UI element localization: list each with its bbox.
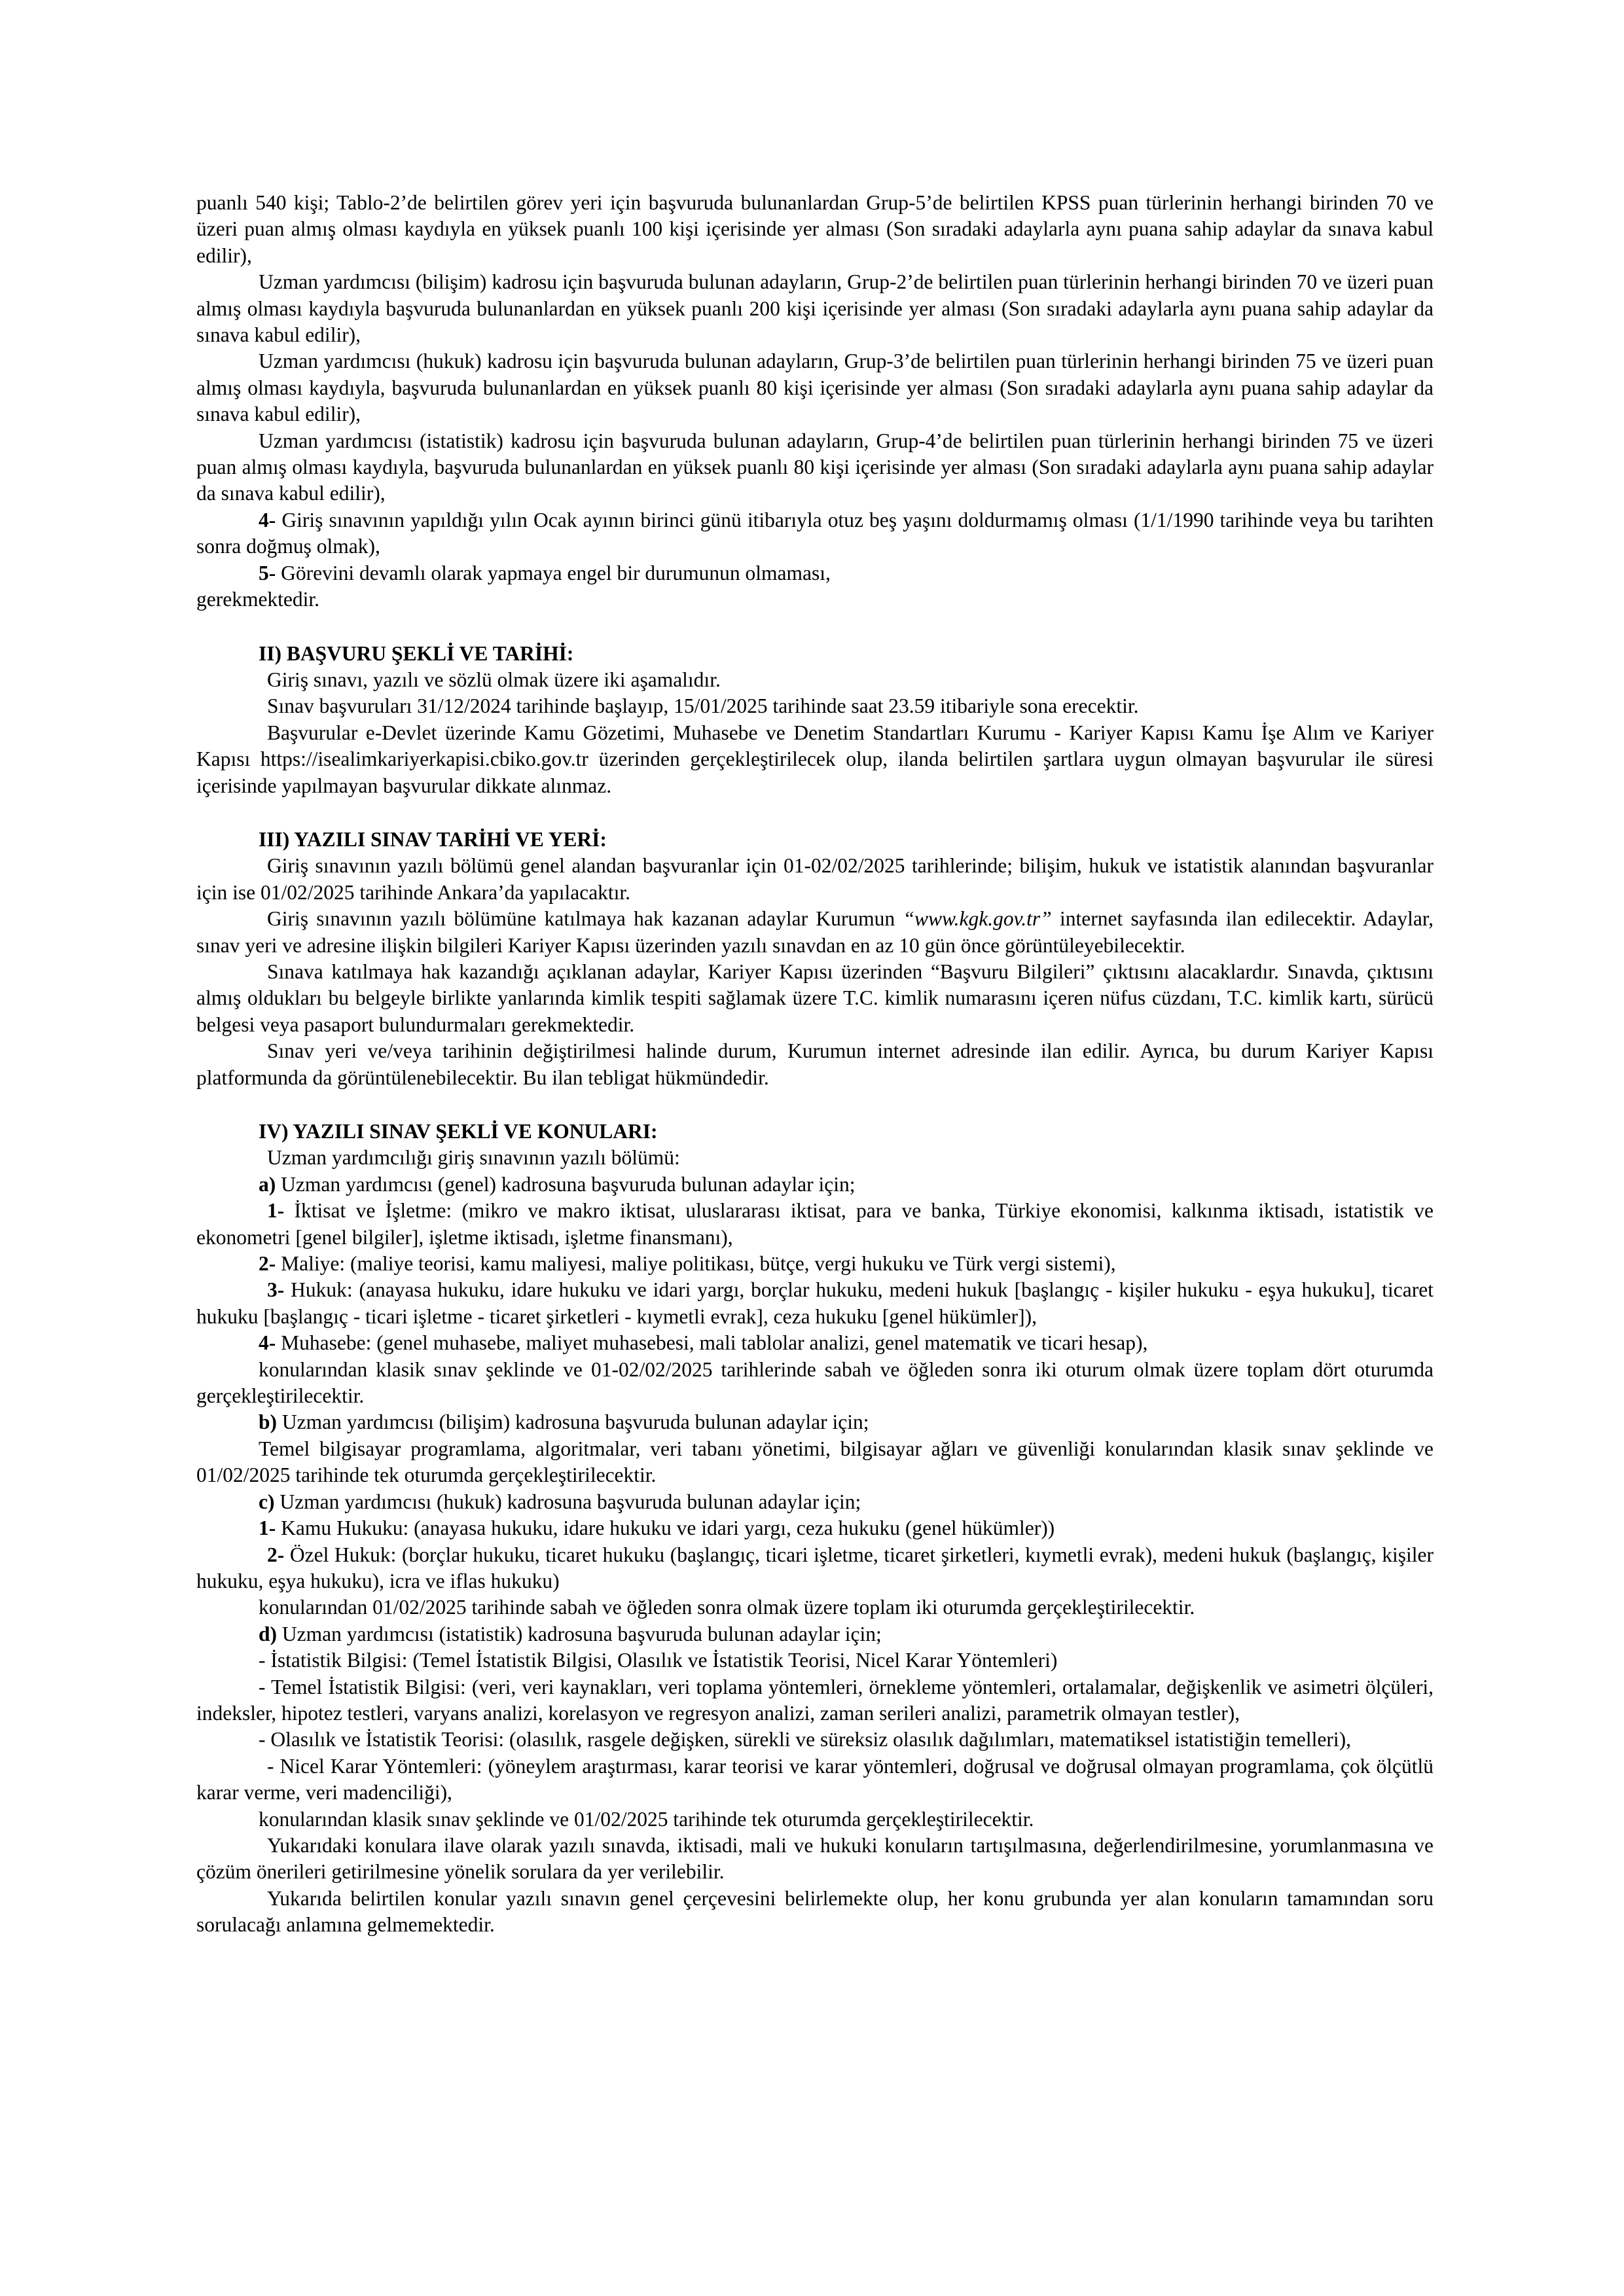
list-item-d3: - Olasılık ve İstatistik Teorisi: (olasılık, rasgele değişken, sürekli ve süreksiz olasılık dağılımları, matematiksel istatistiğin temelleri), — [259, 1728, 1351, 1751]
item-letter: a) — [259, 1172, 276, 1196]
paragraph-istatistik-session: konularından klasik sınav şeklinde ve 01/02/2025 tarihinde tek oturumda gerçekleştirilecektir. — [259, 1807, 1034, 1831]
item-text: Hukuk: (anayasa hukuku, idare hukuku ve idari yargı, borçlar hukuku, medeni hukuk [başlangıç - kişiler hukuku - eşya hukuku], ticaret hukuku [başlangıç - ticari işletme - ticaret şirketleri - kıymetli evrak], ceza hukuku [genel hükümler]), — [196, 1278, 1434, 1328]
paragraph-exam-dates: Giriş sınavının yazılı bölümü genel alandan başvuranlar için 01-02/02/2025 tarihlerinde; bilişim, hukuk ve istatistik alanından başvuranlar için ise 01/02/2025 tarihinde Ankara’da yapılacaktır. — [196, 854, 1434, 904]
website-link: “www.kgk.gov.tr” — [903, 907, 1052, 931]
paragraph-bilisim-criteria: Uzman yardımcısı (bilişim) kadrosu için başvuruda bulunan adayların, Grup-2’de belirtilen puan türlerinin herhangi birinden 70 ve üzeri puan almış olması kaydıyla başvuruda bulunanlardan en yüksek puanlı 200 kişi içerisinde yer alması (Son sıradaki adaylarla aynı puana sahip adaylar da sınava kabul edilir), — [196, 270, 1434, 347]
list-item-a1 — [196, 1198, 1434, 1251]
item-letter: d) — [259, 1622, 278, 1645]
item-text: Uzman yardımcısı (genel) kadrosuna başvuruda bulunan adaylar için; — [276, 1172, 856, 1196]
item-letter: c) — [259, 1490, 275, 1513]
item-text: Giriş sınavının yapıldığı yılın Ocak ayının birinci günü itibarıyla otuz beş yaşını doldurmamış olması (1/1/1990 tarihinde veya bu tarihten sonra doğmuş olmak), — [196, 508, 1434, 558]
paragraph-hukuk-session: konularından 01/02/2025 tarihinde sabah ve öğleden sonra olmak üzere toplam iki oturumda gerçekleştirilecektir. — [259, 1596, 1195, 1619]
item-number: 3- — [267, 1278, 285, 1302]
list-item-a2 — [196, 1251, 1434, 1277]
paragraph-genel-session: konularından klasik sınav şeklinde ve 01-02/02/2025 tarihlerinde sabah ve öğleden sonra iki oturum olmak üzere toplam dört oturumda gerçekleştirilecektir. — [196, 1357, 1434, 1408]
item-text: Kamu Hukuku: (anayasa hukuku, idare hukuku ve idari yargı, ceza hukuku (genel hükümler)) — [276, 1516, 1055, 1540]
item-number: 2- — [259, 1252, 276, 1276]
paragraph-scope-note: Yukarıda belirtilen konular yazılı sınavın genel çerçevesini belirlemekte olup, her konu grubunda yer alan konuların tamamından soru sorulacağı anlamına gelmemektedir. — [196, 1886, 1434, 1937]
section-heading-application: II) BAŞVURU ŞEKLİ VE TARİHİ: — [259, 641, 574, 665]
paragraph-application-dates: Sınav başvuruları 31/12/2024 tarihinde başlayıp, 15/01/2025 tarihinde saat 23.59 itibariyle sona erecektir. — [267, 694, 1139, 718]
item-number: 5- — [259, 561, 276, 584]
paragraph-exam-documents: Sınava katılmaya hak kazandığı açıklanan adaylar, Kariyer Kapısı üzerinden “Başvuru Bilgileri” çıktısını alacaklardır. Sınavda, çıktısını almış oldukları bu belgeyle birlikte yanlarında kimlik tespiti sağlamak üzere T.C. kimlik numarasını içeren nüfus cüzdanı, T.C. kimlik kartı, sürücü belgesi veya pasaport bulundurmaları gerekmektedir. — [196, 960, 1434, 1036]
paragraph-istatistik-criteria: Uzman yardımcısı (istatistik) kadrosu için başvuruda bulunan adayların, Grup-4’de belirtilen puan türlerinin herhangi birinden 75 ve üzeri puan almış olması kaydıyla, başvuruda bulunanlardan en yüksek puanlı 80 kişi içerisinde yer alması (Son sıradaki adaylarla aynı puana sahip adaylar da sınava kabul edilir), — [196, 429, 1434, 505]
paragraph-announcement — [196, 906, 1434, 959]
item-letter: b) — [259, 1410, 278, 1434]
paragraph-closing: gerekmektedir. — [196, 588, 320, 611]
item-number: 4- — [259, 508, 276, 531]
item-number: 4- — [259, 1331, 276, 1355]
text-fragment: Giriş sınavının yazılı bölümüne katılmaya hak kazanan adaylar Kurumun — [267, 907, 903, 931]
list-item-c2 — [196, 1542, 1434, 1595]
paragraph-hukuk-criteria: Uzman yardımcısı (hukuk) kadrosu için başvuruda bulunan adayların, Grup-3’de belirtilen puan türlerinin herhangi birinden 75 ve üzeri puan almış olması kaydıyla, başvuruda bulunanlardan en yüksek puanlı 80 kişi içerisinde yer alması (Son sıradaki adaylarla aynı puana sahip adaylar da sınava kabul edilir), — [196, 350, 1434, 426]
paragraph-written-exam-intro: Uzman yardımcılığı giriş sınavının yazılı bölümü: — [267, 1146, 680, 1170]
item-text: Uzman yardımcısı (hukuk) kadrosuna başvuruda bulunan adaylar için; — [274, 1490, 861, 1513]
list-item-d4: - Nicel Karar Yöntemleri: (yöneylem araştırması, karar teorisi ve karar yöntemleri, doğrusal ve doğrusal olmayan programlama, çok ölçütlü karar verme, veri madenciliği), — [196, 1754, 1434, 1804]
list-item-d2: - Temel İstatistik Bilgisi: (veri, veri kaynakları, veri toplama yöntemleri, örnekleme yöntemleri, ortalamalar, değişkenlik ve asimetri ölçüleri, indeksler, hipotez testleri, varyans analizi, korelasyon ve regresyon analizi, zaman serileri analizi, parametrik olmayan testler), — [196, 1675, 1434, 1725]
item-number: 1- — [267, 1199, 285, 1223]
list-item-c — [196, 1489, 1434, 1515]
item-number: 2- — [267, 1543, 285, 1566]
list-item-d1: - İstatistik Bilgisi: (Temel İstatistik Bilgisi, Olasılık ve İstatistik Teorisi, Nicel Karar Yöntemleri) — [259, 1649, 1058, 1672]
paragraph-age-requirement — [196, 507, 1434, 560]
text-fragment: internet sayfasında ilan edilecektir. Adaylar, sınav yeri ve adresine ilişkin bilgileri Kariyer Kapısı üzerinden yazılı sınavdan en az 10 gün önce görüntüleyebilecektir. — [196, 907, 1434, 957]
section-heading-exam-date-place: III) YAZILI SINAV TARİHİ VE YERİ: — [259, 827, 607, 851]
list-item-a — [196, 1172, 1434, 1198]
item-number: 1- — [259, 1516, 276, 1540]
item-text: Uzman yardımcısı (bilişim) kadrosuna başvuruda bulunan adaylar için; — [277, 1410, 869, 1434]
paragraph-grup5-continuation: puanlı 540 kişi; Tablo-2’de belirtilen görev yeri için başvuruda bulunanlardan Grup-5’de belirtilen KPSS puan türlerinin herhangi birinden 70 ve üzeri puan almış olması kaydıyla en yüksek puanlı 100 kişi içerisinde yer alması (Son sıradaki adaylarla aynı puana sahip adaylar da sınava kabul edilir), — [196, 191, 1434, 267]
paragraph-exam-stages: Giriş sınavı, yazılı ve sözlü olmak üzere iki aşamalıdır. — [267, 668, 721, 691]
list-item-c1 — [196, 1515, 1434, 1541]
list-item-a3 — [196, 1277, 1434, 1330]
item-text: Görevini devamlı olarak yapmaya engel bir durumunun olmaması, — [276, 561, 831, 584]
list-item-d — [196, 1621, 1434, 1647]
item-text: İktisat ve İşletme: (mikro ve makro iktisat, uluslararası iktisat, para ve banka, Türkiye ekonomisi, kalkınma iktisadı, istatistik ve ekonometri [genel bilgiler], işletme iktisadı, işletme finansmanı), — [196, 1199, 1434, 1249]
paragraph-bilisim-topics: Temel bilgisayar programlama, algoritmalar, veri tabanı yönetimi, bilgisayar ağları ve güvenliği konularından klasik sınav şeklinde ve 01/02/2025 tarihinde tek oturumda gerçekleştirilecektir. — [196, 1437, 1434, 1487]
paragraph-duty-requirement — [196, 560, 1434, 586]
document-page — [196, 190, 1434, 1939]
section-heading-exam-topics: IV) YAZILI SINAV ŞEKLİ VE KONULARI: — [259, 1120, 658, 1143]
list-item-b — [196, 1409, 1434, 1435]
paragraph-additional-questions: Yukarıdaki konulara ilave olarak yazılı sınavda, iktisadi, mali ve hukuki konuların tartışılmasına, değerlendirilmesine, yorumlanmasına ve çözüm önerileri getirilmesine yönelik sorulara da yer verilebilir. — [196, 1833, 1434, 1884]
item-text: Özel Hukuk: (borçlar hukuku, ticaret hukuku (başlangıç, ticari işletme, ticaret şirketleri, kıymetli evrak), medeni hukuk (başlangıç, kişiler hukuku, eşya hukuku), icra ve iflas hukuku) — [196, 1543, 1434, 1592]
item-text: Uzman yardımcısı (istatistik) kadrosuna başvuruda bulunan adaylar için; — [277, 1622, 882, 1645]
list-item-a4 — [196, 1330, 1434, 1356]
paragraph-application-method: Başvurular e-Devlet üzerinde Kamu Gözetimi, Muhasebe ve Denetim Standartları Kurumu - Kariyer Kapısı Kamu İşe Alım ve Kariyer Kapısı https://isealimkariyerkapisi.cbiko.gov.tr üzerinden gerçekleştirilecek olup, ilanda belirtilen şartlara uygun olmayan başvurular ile süresi içerisinde yapılmayan başvurular dikkate alınmaz. — [196, 721, 1434, 797]
paragraph-exam-changes: Sınav yeri ve/veya tarihinin değiştirilmesi halinde durum, Kurumun internet adresinde ilan edilir. Ayrıca, bu durum Kariyer Kapısı platformunda da görüntülenebilecektir. Bu ilan tebligat hükmündedir. — [196, 1039, 1434, 1089]
item-text: Muhasebe: (genel muhasebe, maliyet muhasebesi, mali tablolar analizi, genel matematik ve ticari hesap), — [276, 1331, 1148, 1355]
item-text: Maliye: (maliye teorisi, kamu maliyesi, maliye politikası, bütçe, vergi hukuku ve Türk vergi sistemi), — [276, 1252, 1116, 1276]
